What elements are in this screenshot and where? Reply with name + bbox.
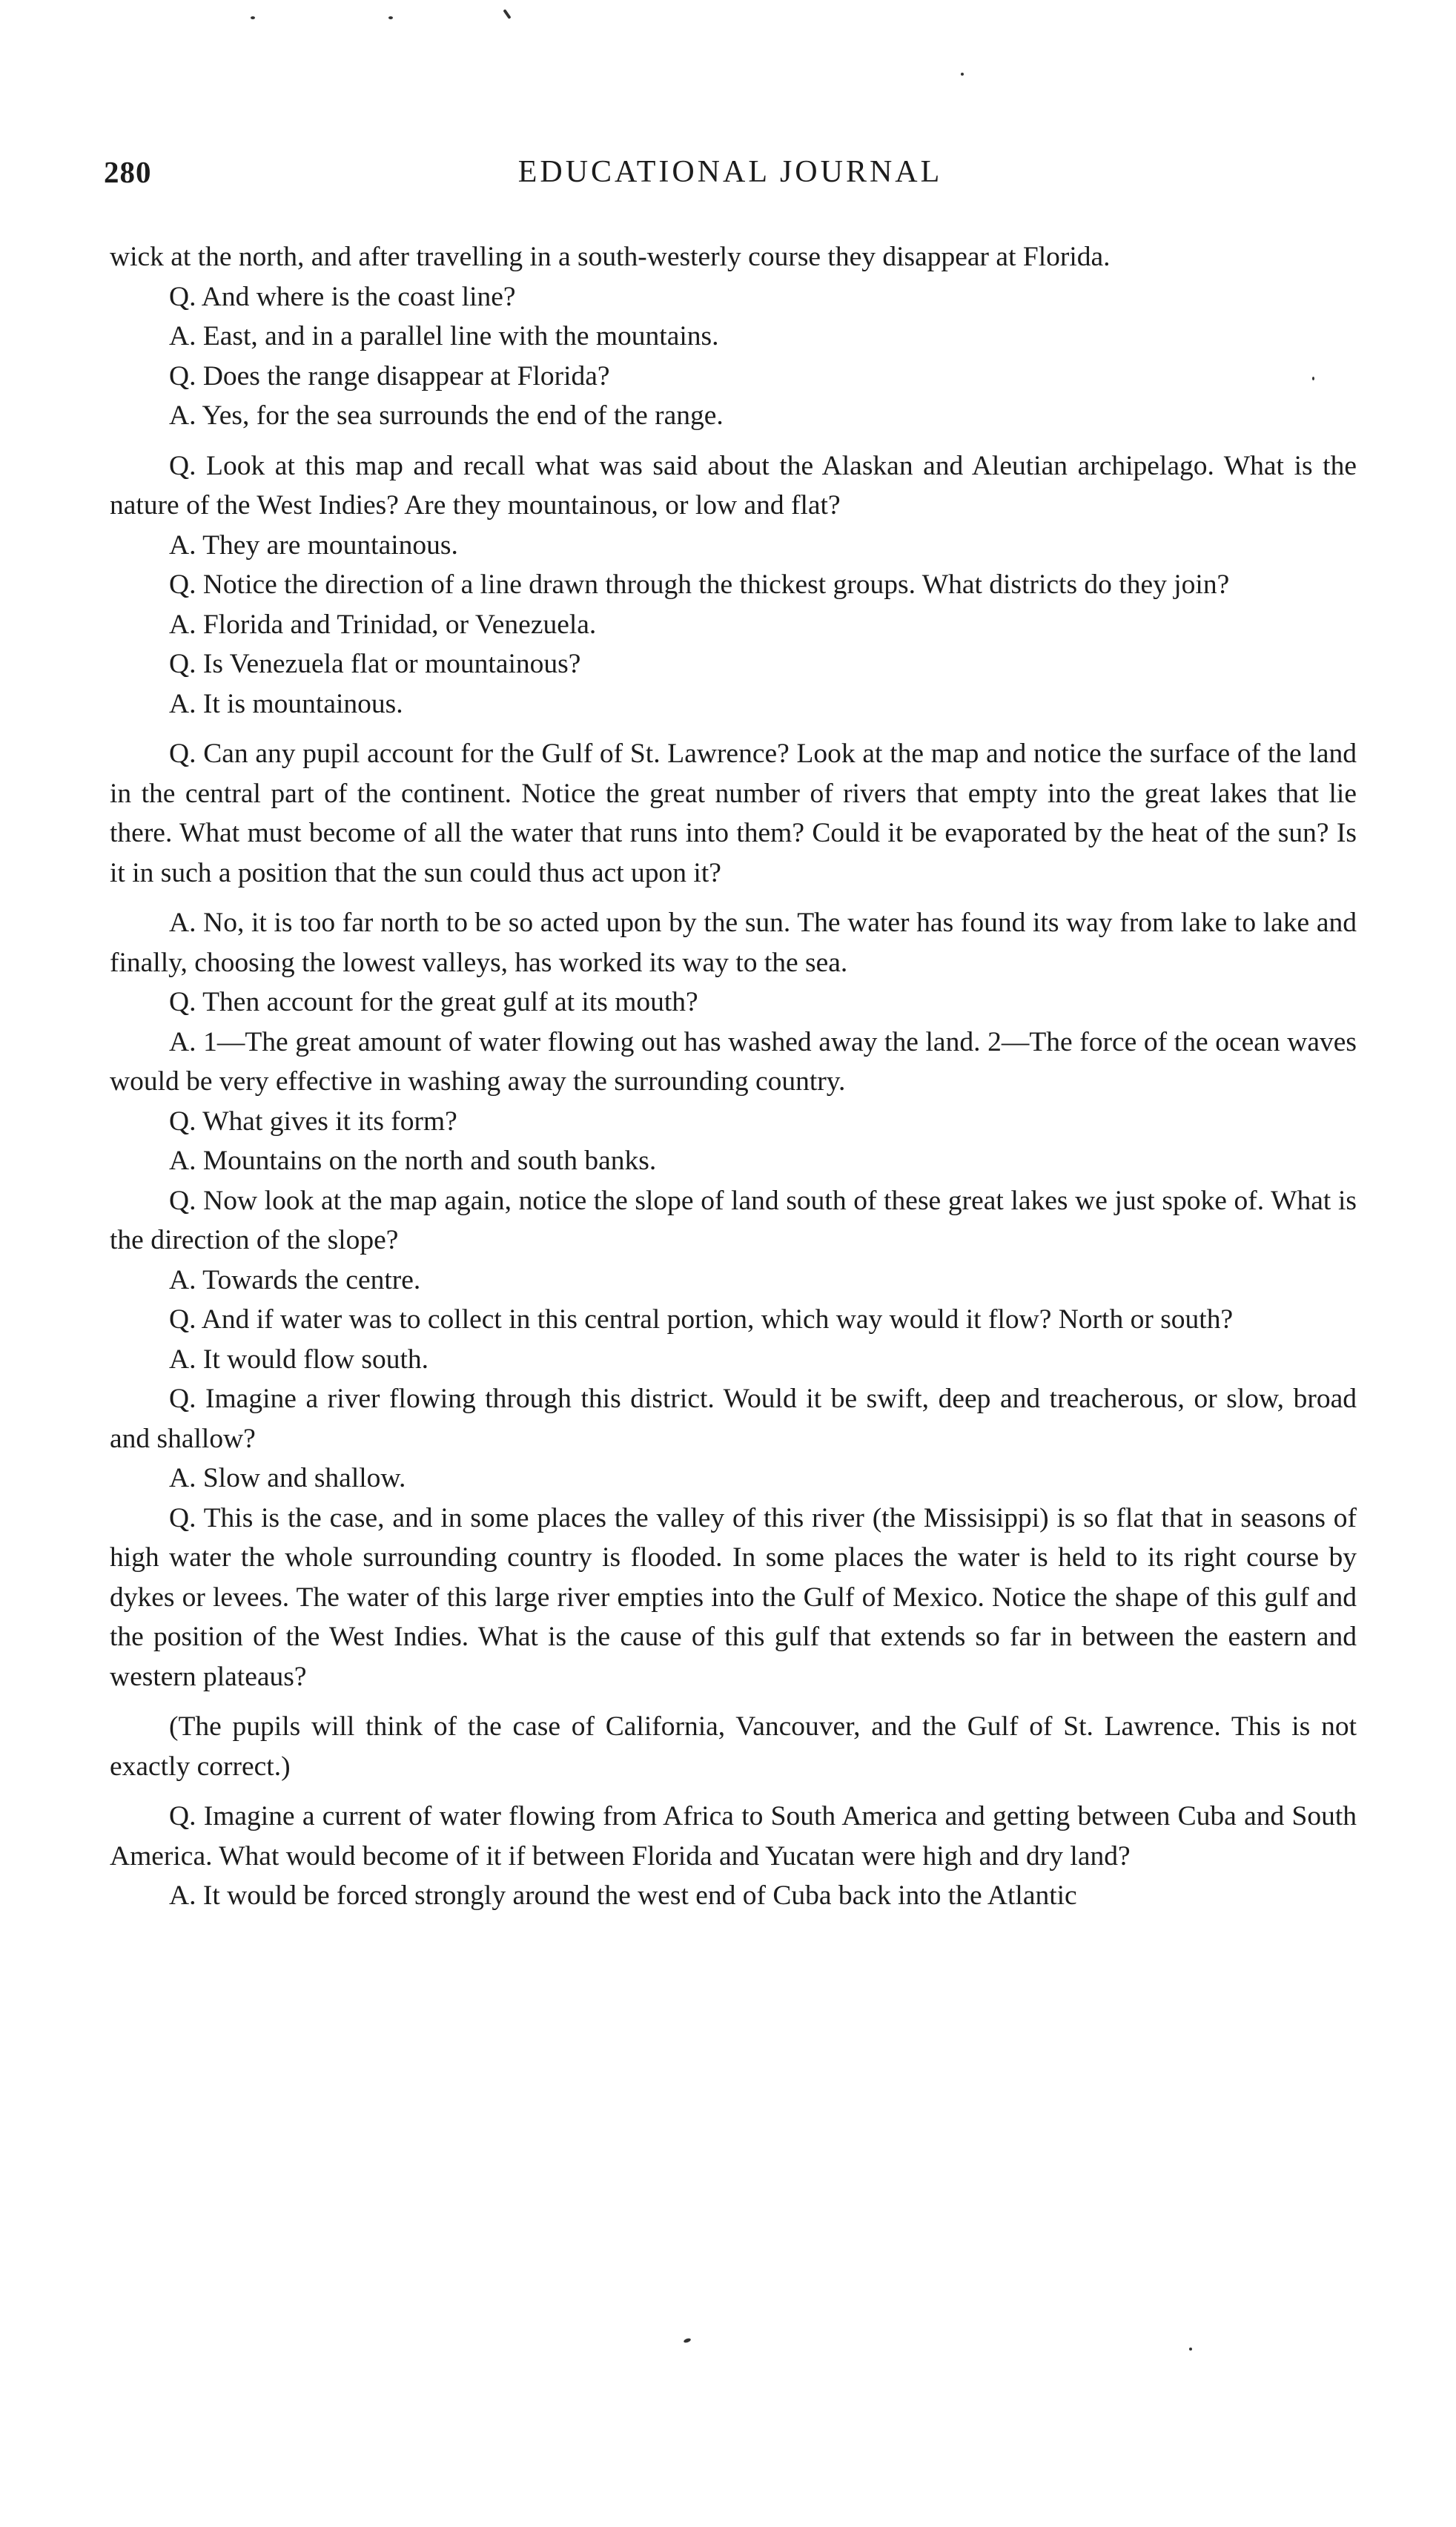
running-title: EDUCATIONAL JOURNAL	[517, 155, 943, 189]
paragraph: Q. Can any pupil account for the Gulf of St. Lawrence? Look at the map and notice the surface of the land in the central part of the continent. Notice the great number of rivers that empty into the great lakes that lie there. What must become of all the water that runs into them? Could it be evaporated by the heat of the sun? Is it in such a position that the sun could thus act upon it?	[110, 739, 1357, 888]
paragraph: Q. Is Venezuela flat or mountainous?	[169, 649, 581, 679]
paragraph: Q. What gives it its form?	[169, 1106, 457, 1137]
paragraph: A. Towards the centre.	[169, 1264, 421, 1295]
paragraph: Q. Then account for the great gulf at its mouth?	[169, 987, 698, 1017]
paragraph: A. East, and in a parallel line with the mountains.	[169, 321, 719, 351]
scan-speck	[251, 16, 255, 19]
paragraph: Q. This is the case, and in some places the valley of this river (the Missisippi) is so flat that in seasons of high water the whole surrounding country is flooded. In some places the water is held to its right course by dykes or levees. The water of this large river empties into the Gulf of Mexico. Notice the shape of this gulf and the position of the West Indies. What is the cause of this gulf that extends so far in between the eastern and western plateaus?	[110, 1502, 1357, 1692]
paragraph: A. It would be forced strongly around the west end of Cuba back into the Atlantic	[169, 1880, 1077, 1911]
scan-speck	[961, 73, 964, 76]
page-header	[104, 154, 1357, 202]
paragraph: A. It would flow south.	[169, 1344, 428, 1375]
paragraph: Q. Imagine a river flowing through this district. Would it be swift, deep and treacherous, or slow, broad and shallow?	[110, 1384, 1357, 1454]
paragraph: Q. Look at this map and recall what was said about the Alaskan and Aleutian archipelago. What is the nature of the West Indies? Are they mountainous, or low and flat?	[110, 450, 1357, 521]
paragraph: A. Florida and Trinidad, or Venezuela.	[169, 609, 597, 640]
paragraph: A. Slow and shallow.	[169, 1463, 406, 1493]
scan-speck	[503, 9, 511, 19]
scan-speck	[388, 16, 393, 19]
paragraph: A. Mountains on the north and south banks.	[169, 1146, 657, 1176]
paragraph: Q. And where is the coast line?	[169, 281, 516, 312]
scan-speck	[1312, 377, 1314, 380]
paragraph: A. They are mountainous.	[169, 529, 458, 561]
paragraph: Q. Now look at the map again, notice the slope of land south of these great lakes we just spoke of. What is the direction of the slope?	[110, 1185, 1357, 1255]
scan-speck	[1189, 2348, 1192, 2351]
paragraph: A. No, it is too far north to be so acted upon by the sun. The water has found its way from lake to lake and finally, choosing the lowest valleys, has worked its way to the sea.	[110, 908, 1357, 978]
scan-speck	[683, 2337, 691, 2343]
page-number: 280	[104, 155, 152, 189]
paragraph: A. 1—The great amount of water flowing out has washed away the land. 2—The force of the ocean waves would be very effective in washing away the surrounding country.	[110, 1026, 1357, 1097]
paragraph: Q. And if water was to collect in this central portion, which way would it flow? North or south?	[169, 1304, 1234, 1335]
paragraph: wick at the north, and after travelling in a south-westerly course they disappear at Florida.	[110, 242, 1111, 272]
paragraph: Q. Notice the direction of a line drawn through the thickest groups. What districts do they join?	[169, 569, 1230, 600]
paragraph: A. It is mountainous.	[169, 688, 403, 719]
paragraph: (The pupils will think of the case of California, Vancouver, and the Gulf of St. Lawrence. This is not exactly correct.)	[110, 1711, 1357, 1782]
paragraph: Q. Does the range disappear at Florida?	[169, 360, 610, 392]
paragraph: Q. Imagine a current of water flowing from Africa to South America and getting between Cuba and South America. What would become of it if between Florida and Yucatan were high and dry land?	[110, 1801, 1357, 1872]
paragraph: A. Yes, for the sea surrounds the end of the range.	[169, 400, 724, 431]
page-body	[110, 237, 1357, 1916]
